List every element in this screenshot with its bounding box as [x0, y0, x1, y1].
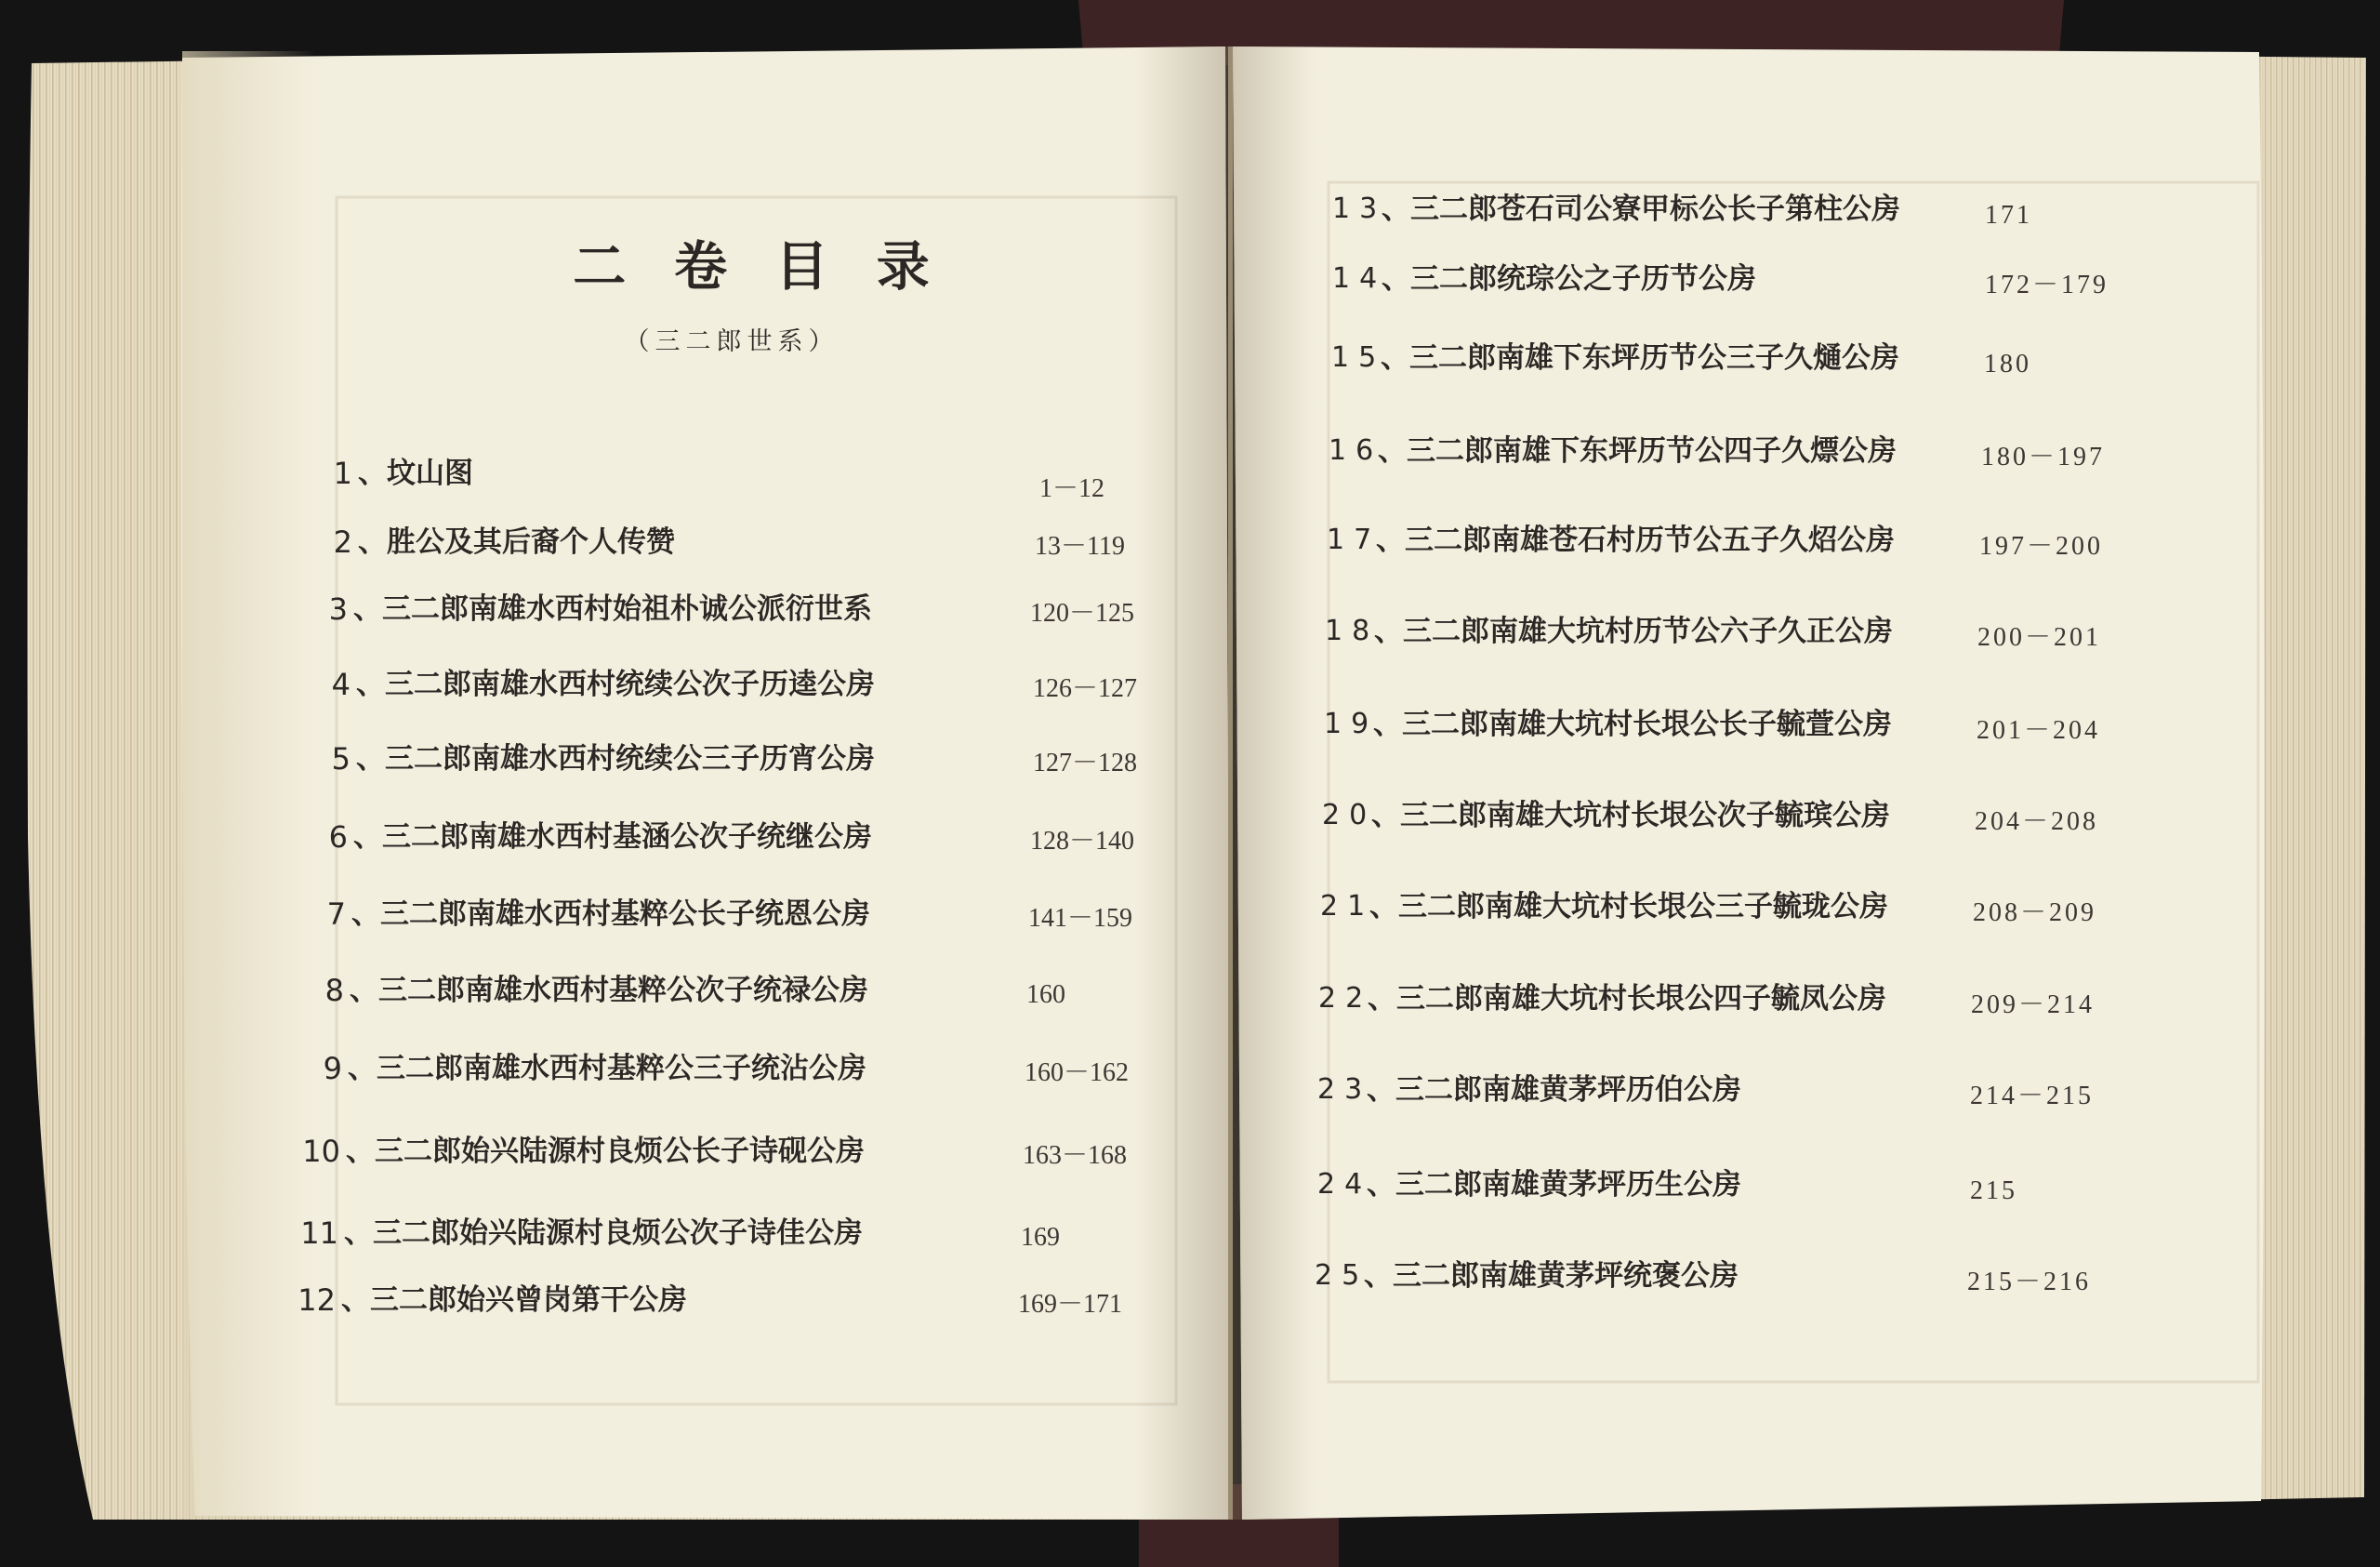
entry-pages: 215－216: [1967, 1268, 2092, 1296]
entry-pages: 141－159: [1028, 904, 1133, 933]
entry-pages: 208－209: [1973, 898, 2097, 927]
entry-number: 6: [328, 819, 348, 855]
entry-title: 、三二郎统琮公之子历节公房: [1382, 262, 1756, 296]
toc-entry: [286, 1216, 1123, 1250]
entry-number: 7: [326, 896, 346, 932]
entry-number: 3: [328, 591, 348, 627]
toc-entry: [1327, 524, 2145, 561]
entry-title: 、三二郎南雄水西村基粹公三子统沾公房: [348, 1052, 866, 1085]
toc-entry: [300, 456, 1137, 503]
entry-pages: 163－168: [1023, 1141, 1128, 1170]
entry-number: 10: [302, 1134, 340, 1169]
entry-pages: 204－208: [1975, 807, 2099, 836]
toc-entry: [290, 1051, 1130, 1087]
entry-number: 25: [1315, 1259, 1369, 1292]
toc-entry: [298, 667, 1138, 703]
book-gutter: [1228, 46, 1233, 1520]
entry-pages: 180－197: [1981, 443, 2106, 471]
entry-title: 、三二郎南雄大坑村长垠公四子毓凤公房: [1368, 982, 1886, 1016]
entry-number: 11: [300, 1215, 338, 1251]
entry-number: 23: [1317, 1073, 1372, 1106]
toc-entry: [1332, 262, 2150, 299]
entry-title: 、三二郎始兴陆源村良烦公长子诗砚公房: [346, 1135, 865, 1168]
entry-pages: 215: [1970, 1176, 2017, 1205]
entry-pages: 169: [1021, 1223, 1060, 1252]
entry-title: 、坟山图: [358, 457, 473, 490]
entry-number: 22: [1318, 982, 1373, 1015]
toc-entry: [288, 1134, 1128, 1170]
entry-title: 、三二郎南雄下东坪历节公四子久熛公房: [1378, 434, 1897, 468]
toc-subtitle: （三二郎世系）: [624, 327, 840, 356]
entry-title: 、三二郎南雄水西村统续公三子历宵公房: [356, 742, 875, 776]
toc-entry: [296, 819, 1135, 856]
entry-title: 、三二郎南雄水西村基涵公次子统继公房: [353, 820, 872, 854]
entry-title: 、三二郎南雄黄茅坪统褒公房: [1364, 1259, 1739, 1293]
entry-pages: 200－201: [1977, 623, 2102, 652]
entry-title: 、三二郎南雄水西村基粹公次子统禄公房: [350, 974, 868, 1007]
entry-pages: 201－204: [1977, 716, 2101, 745]
entry-pages: 1－12: [1039, 474, 1105, 503]
entry-number: 1: [333, 456, 352, 491]
toc-entry: [1317, 1168, 2135, 1205]
entry-title: 、三二郎南雄水西村基粹公长子统恩公房: [351, 897, 870, 931]
toc-entry: [1322, 799, 2140, 836]
entry-title: 、三二郎始兴陆源村良烦公次子诗佳公房: [344, 1216, 863, 1250]
entry-pages: 172－179: [1985, 271, 2109, 299]
toc-entry: [1325, 615, 2143, 652]
entry-pages: 171: [1985, 201, 2032, 230]
toc-entry: [284, 1282, 1123, 1319]
entry-number: 5: [331, 741, 350, 777]
entry-pages: 214－215: [1970, 1082, 2095, 1110]
toc-entry: [300, 525, 1137, 559]
entry-pages: 180: [1984, 350, 2031, 378]
gutter-shadow-right: [1233, 46, 1316, 1520]
toc-entry: [296, 591, 1135, 628]
toc-entry: [1331, 341, 2149, 378]
entry-title: 、三二郎南雄大坑村长垠公次子毓瑸公房: [1371, 799, 1890, 832]
entry-number: 19: [1324, 708, 1379, 740]
toc-entry: [292, 974, 1129, 1007]
entry-number: 13: [1332, 193, 1387, 225]
entry-number: 2: [333, 525, 352, 560]
entry-number: 16: [1329, 434, 1383, 467]
entry-title: 、三二郎苍石司公寮甲标公长子第柱公房: [1382, 193, 1900, 226]
entry-pages: 197－200: [1979, 532, 2104, 561]
toc-entry: [1320, 890, 2138, 927]
toc-entry: [1317, 1073, 2135, 1110]
entry-title: 、三二郎南雄大坑村长垠公长子毓萱公房: [1373, 708, 1892, 741]
entry-pages: 160: [1026, 980, 1065, 1009]
entry-title: 、三二郎南雄黄茅坪历生公房: [1367, 1168, 1741, 1202]
entry-pages: 120－125: [1030, 599, 1135, 628]
entry-pages: 127－128: [1033, 749, 1138, 777]
entry-pages: 209－214: [1971, 990, 2096, 1019]
toc-entry: [1332, 193, 2150, 230]
entry-title: 、三二郎南雄苍石村历节公五子久炤公房: [1376, 524, 1895, 557]
entry-number: 21: [1320, 890, 1375, 923]
entry-title: 、三二郎南雄下东坪历节公三子久熥公房: [1381, 341, 1899, 375]
entry-title: 、三二郎南雄大坑村长垠公三子毓珑公房: [1369, 890, 1888, 923]
entry-title: 、三二郎南雄大坑村历节公六子久正公房: [1374, 615, 1893, 648]
entry-title: 、三二郎南雄水西村统续公次子历逵公房: [356, 668, 875, 701]
entry-number: 14: [1332, 262, 1387, 295]
entry-title: 、三二郎南雄水西村始祖朴诚公派衍世系: [353, 592, 872, 626]
toc-entry: [294, 896, 1133, 933]
toc-entry: [298, 741, 1138, 777]
entry-number: 8: [324, 973, 344, 1008]
toc-title: 二 卷 目 录: [573, 235, 945, 298]
entry-pages: 169－171: [1018, 1290, 1123, 1319]
entry-number: 12: [298, 1282, 336, 1318]
entry-number: 20: [1322, 799, 1377, 831]
toc-entry: [1318, 982, 2136, 1019]
entry-number: 15: [1331, 341, 1386, 374]
entry-title: 、胜公及其后裔个人传赞: [358, 525, 675, 559]
entry-pages: 126－127: [1033, 674, 1138, 703]
entry-number: 17: [1327, 524, 1382, 556]
entry-number: 4: [331, 667, 350, 702]
toc-entry: [1315, 1259, 2133, 1296]
entry-pages: 160－162: [1025, 1058, 1130, 1087]
gutter-shadow-left: [1134, 46, 1229, 1520]
entry-number: 18: [1325, 615, 1380, 647]
entry-pages: 128－140: [1030, 827, 1135, 856]
entry-title: 、三二郎始兴曾岗第干公房: [341, 1283, 687, 1317]
entry-title: 、三二郎南雄黄茅坪历伯公房: [1367, 1073, 1741, 1107]
entry-pages: 13－119: [1035, 532, 1125, 561]
entry-number: 9: [323, 1051, 342, 1086]
toc-entry: [1324, 708, 2142, 745]
entry-number: 24: [1317, 1168, 1372, 1201]
toc-entry: [1329, 434, 2147, 471]
